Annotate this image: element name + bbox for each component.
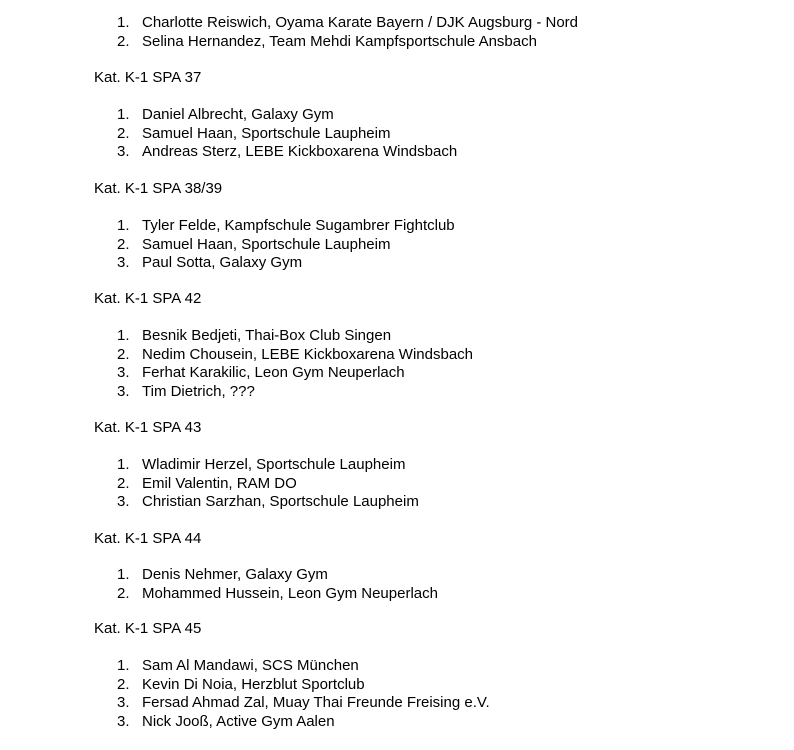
rank-number: 3. xyxy=(117,493,130,510)
athlete-club: Wladimir Herzel, Sportschule Laupheim xyxy=(142,456,406,473)
athlete-club: Sam Al Mandawi, SCS München xyxy=(142,657,359,674)
rank-number: 3. xyxy=(117,254,130,271)
rank-number: 3. xyxy=(117,143,130,160)
category-heading: Kat. K-1 SPA 44 xyxy=(94,530,202,547)
athlete-club: Tim Dietrich, ??? xyxy=(142,382,255,400)
rank-number: 2. xyxy=(117,675,130,693)
rank-number: 2. xyxy=(117,124,130,142)
athlete-club: Emil Valentin, RAM DO xyxy=(142,474,297,492)
rank-number: 1. xyxy=(117,217,130,234)
category-heading: Kat. K-1 SPA 42 xyxy=(94,290,202,307)
rank-number: 1. xyxy=(117,456,130,473)
rank-number: 2. xyxy=(117,32,130,50)
rank-number: 3. xyxy=(117,382,130,400)
rank-number: 1. xyxy=(117,566,130,583)
athlete-club: Samuel Haan, Sportschule Laupheim xyxy=(142,124,391,142)
athlete-club: Kevin Di Noia, Herzblut Sportclub xyxy=(142,675,365,693)
athlete-club: Besnik Bedjeti, Thai-Box Club Singen xyxy=(142,327,392,344)
rank-number: 1. xyxy=(117,657,130,674)
athlete-club: Mohammed Hussein, Leon Gym Neuperlach xyxy=(142,584,438,602)
rank-number: 2. xyxy=(117,474,130,492)
athlete-club: Charlotte Reiswich, Oyama Karate Bayern / DJK Augsburg - Nord xyxy=(142,14,579,31)
category-heading: Kat. K-1 SPA 45 xyxy=(94,620,202,637)
athlete-club: Tyler Felde, Kampfschule Sugambrer Fightclub xyxy=(142,217,455,234)
athlete-club: Christian Sarzhan, Sportschule Laupheim xyxy=(142,493,419,510)
athlete-club: Denis Nehmer, Galaxy Gym xyxy=(142,566,328,583)
category-heading: Kat. K-1 SPA 43 xyxy=(94,419,202,436)
athlete-club: Nedim Chousein, LEBE Kickboxarena Windsbach xyxy=(142,345,474,363)
athlete-club: Fersad Ahmad Zal, Muay Thai Freunde Freising e.V. xyxy=(142,694,490,711)
athlete-club: Daniel Albrecht, Galaxy Gym xyxy=(142,106,334,123)
athlete-club: Nick Jooß, Active Gym Aalen xyxy=(142,712,335,730)
rank-number: 3. xyxy=(117,712,130,730)
rank-number: 2. xyxy=(117,584,130,602)
athlete-club: Ferhat Karakilic, Leon Gym Neuperlach xyxy=(142,364,405,381)
athlete-club: Selina Hernandez, Team Mehdi Kampfsportschule Ansbach xyxy=(142,32,537,50)
rank-number: 1. xyxy=(117,106,130,123)
rank-number: 2. xyxy=(117,235,130,253)
rank-number: 3. xyxy=(117,364,130,381)
athlete-club: Paul Sotta, Galaxy Gym xyxy=(142,254,303,271)
category-heading: Kat. K-1 SPA 37 xyxy=(94,69,202,86)
athlete-club: Andreas Sterz, LEBE Kickboxarena Windsbach xyxy=(142,143,458,160)
rank-number: 3. xyxy=(117,694,130,711)
category-heading: Kat. K-1 SPA 38/39 xyxy=(94,180,223,197)
rank-number: 1. xyxy=(117,327,130,344)
athlete-club: Samuel Haan, Sportschule Laupheim xyxy=(142,235,391,253)
rank-number: 2. xyxy=(117,345,130,363)
rank-number: 1. xyxy=(117,14,130,31)
